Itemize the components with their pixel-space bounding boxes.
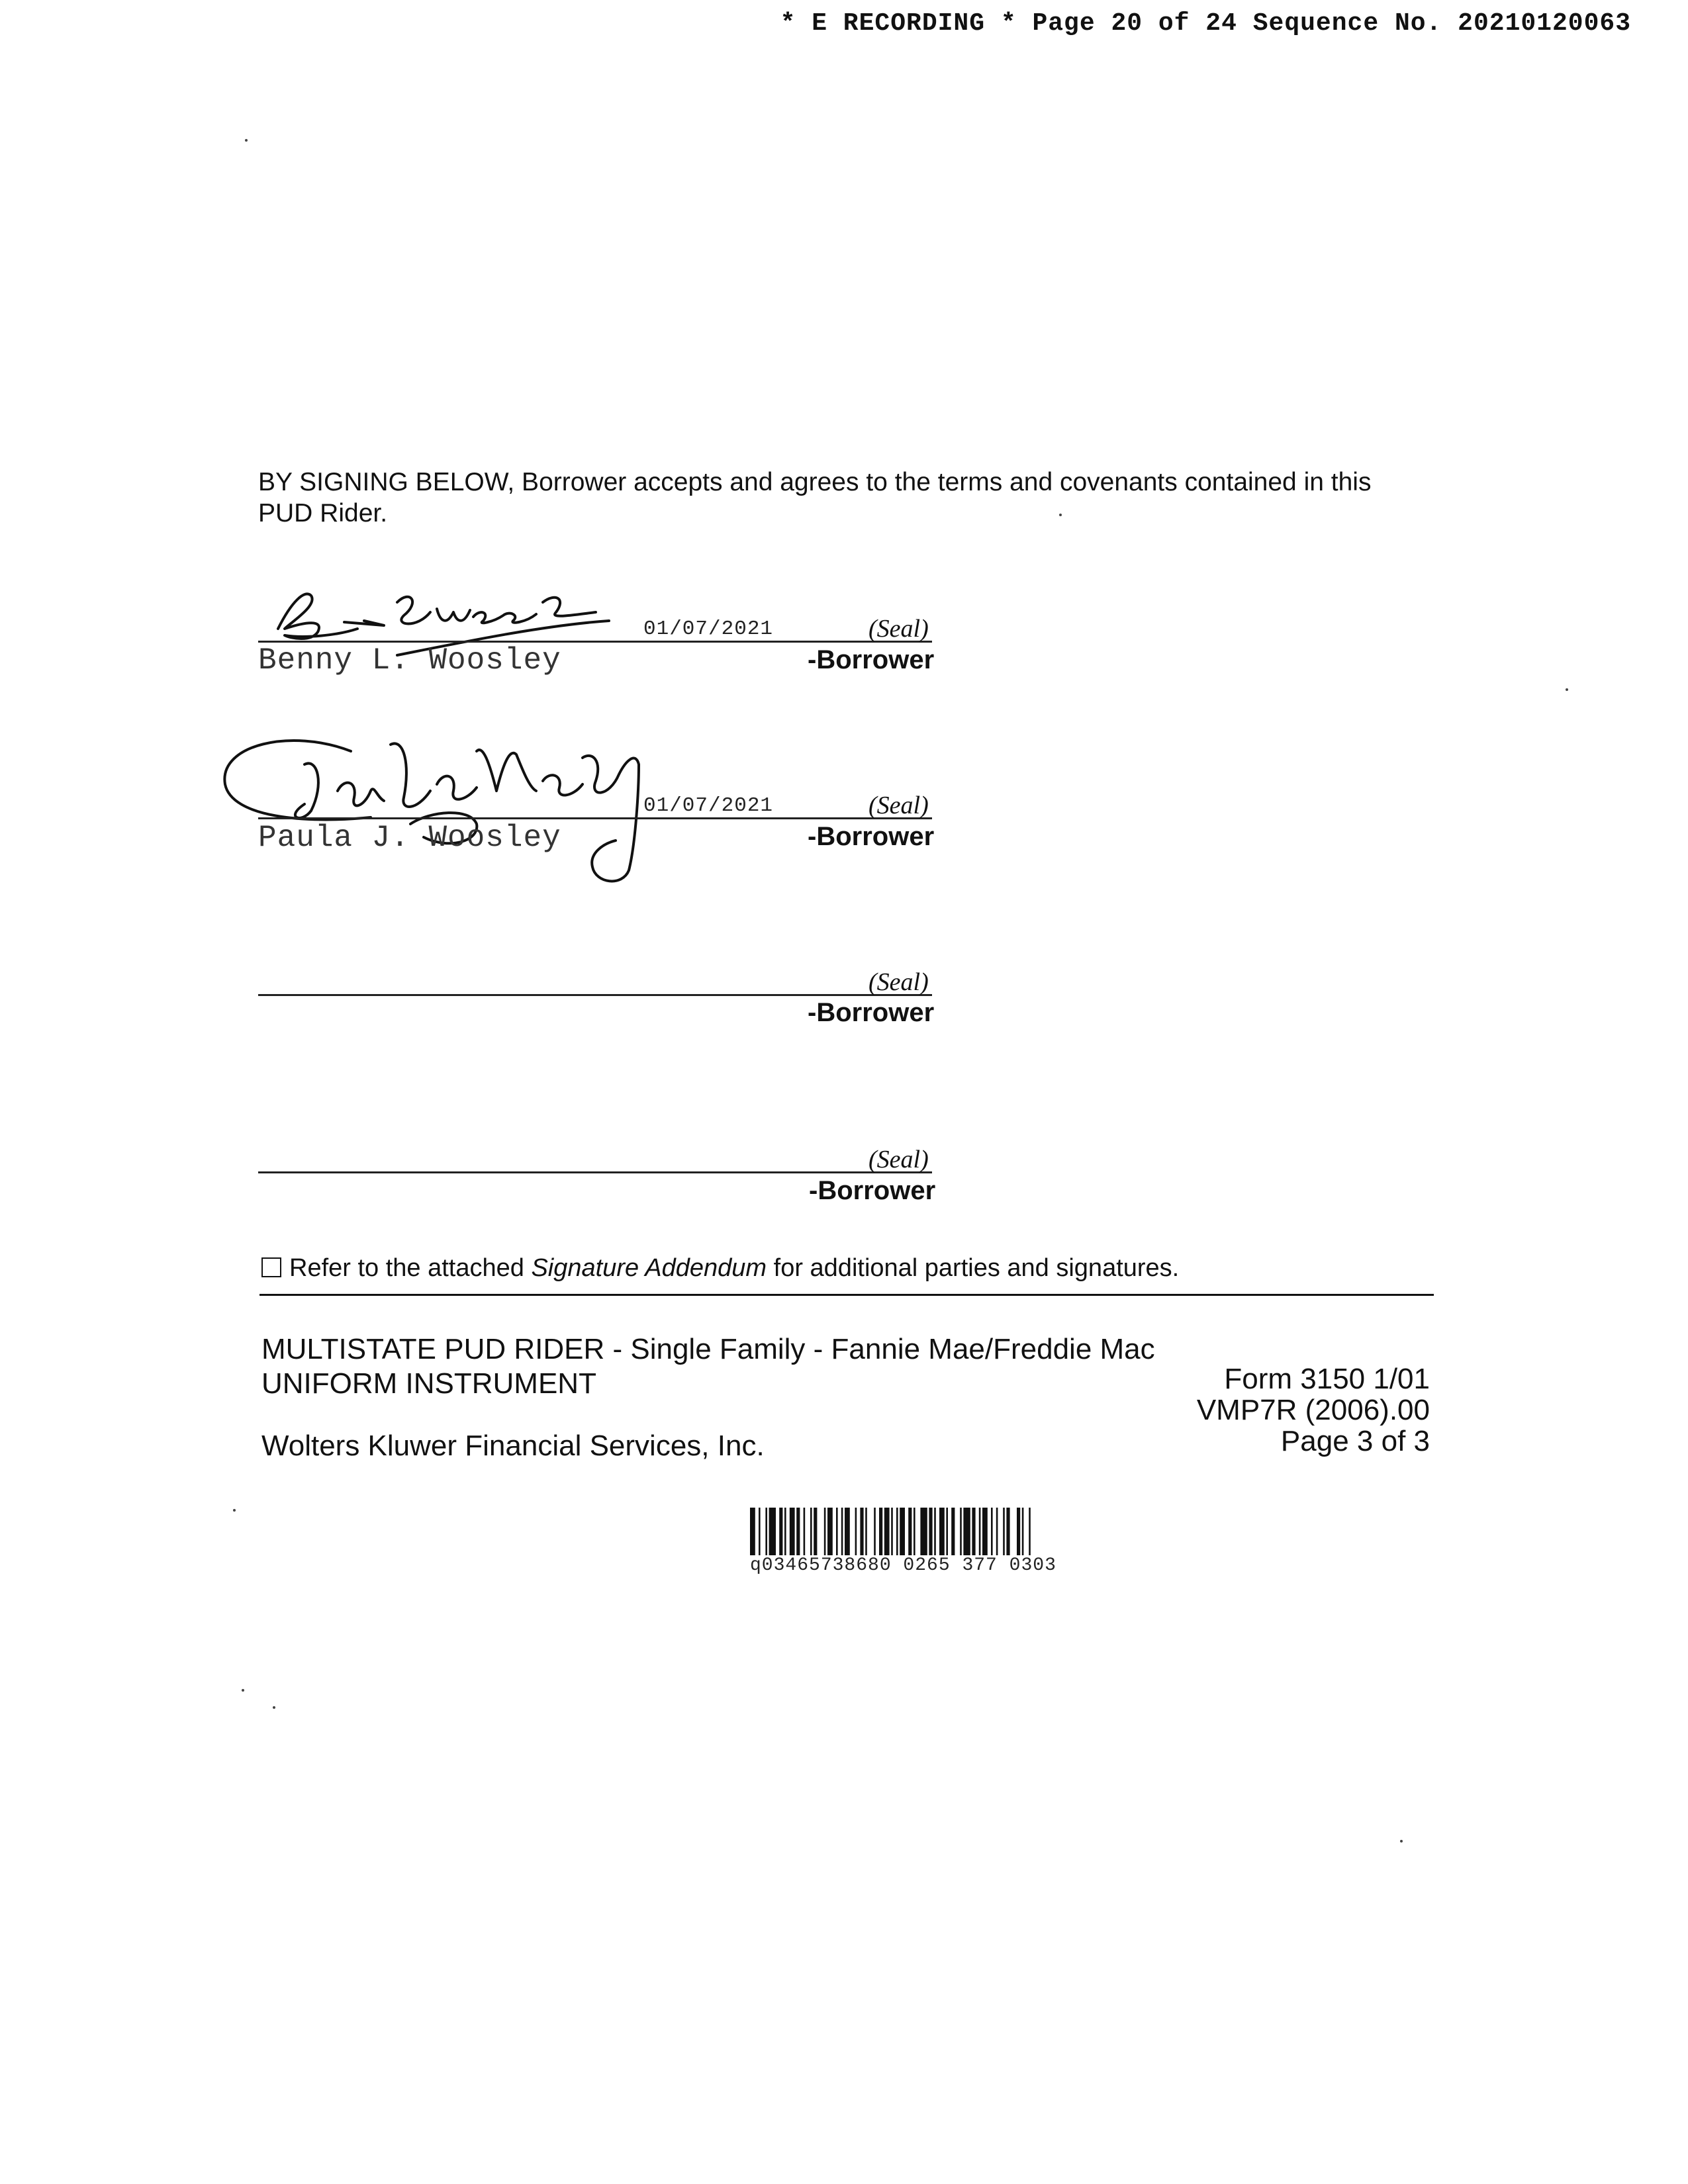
barcode-bar: [920, 1508, 927, 1555]
barcode-bar: [804, 1508, 806, 1555]
scan-speck: [1059, 514, 1062, 516]
signature-date-2: 01/07/2021: [643, 794, 774, 817]
signature-addendum-row: [261, 1254, 1179, 1283]
scan-speck: [1400, 1840, 1403, 1843]
barcode-bar: [982, 1508, 988, 1555]
barcode-bar: [790, 1508, 795, 1555]
barcode-bar: [939, 1508, 945, 1555]
barcode-bar: [979, 1508, 981, 1555]
barcode-number: q03465738680 0265 377 0303: [750, 1555, 1056, 1576]
signature-line-3: [258, 994, 932, 996]
addendum-prefix: Refer to the attached: [289, 1254, 532, 1282]
barcode-bar: [900, 1508, 905, 1555]
barcode-bar: [750, 1508, 755, 1555]
barcode-bar: [824, 1508, 826, 1555]
borrower-label-4: -Borrower: [809, 1176, 936, 1205]
barcode-bar: [946, 1508, 948, 1555]
barcode-bar: [879, 1508, 882, 1555]
seal-label-1: (Seal): [868, 615, 929, 643]
barcode-image: [750, 1508, 1208, 1555]
form-title: [261, 1332, 1155, 1401]
barcode-bar: [891, 1508, 893, 1555]
barcode-bar: [769, 1508, 776, 1555]
barcode-bar: [908, 1508, 912, 1555]
signature-line-4: [258, 1171, 932, 1173]
barcode-bar: [1029, 1508, 1031, 1555]
barcode-bar: [836, 1508, 838, 1555]
barcode-bar: [1017, 1508, 1020, 1555]
publisher-name: Wolters Kluwer Financial Services, Inc.: [261, 1430, 765, 1462]
signature-line-1: [258, 641, 932, 643]
form-number: Form 3150 1/01: [1224, 1363, 1430, 1395]
form-identifiers: [1197, 1363, 1430, 1457]
barcode-bar: [845, 1508, 850, 1555]
seal-label-4: (Seal): [868, 1146, 929, 1173]
barcode-bar: [865, 1508, 867, 1555]
barcode-bar: [996, 1508, 998, 1555]
signature-line-2: [258, 817, 932, 819]
barcode-bar: [960, 1508, 962, 1555]
barcode-bar: [963, 1508, 970, 1555]
intro-paragraph: BY SIGNING BELOW, Borrower accepts and agrees to the terms and covenants contained in this PUD Rider.: [258, 468, 1372, 527]
barcode-bar: [784, 1508, 786, 1555]
addendum-checkbox[interactable]: [261, 1257, 281, 1277]
barcode-bar: [884, 1508, 890, 1555]
barcode-bar: [810, 1508, 812, 1555]
barcode-bar: [1003, 1508, 1005, 1555]
barcode-bar: [951, 1508, 955, 1555]
scan-speck: [245, 139, 248, 142]
form-title-line-2: UNIFORM INSTRUMENT: [261, 1367, 596, 1400]
barcode-bar: [759, 1508, 761, 1555]
addendum-suffix: for additional parties and signatures.: [767, 1254, 1180, 1282]
barcode-bar: [929, 1508, 932, 1555]
barcode-bar: [972, 1508, 975, 1555]
barcode-bar: [896, 1508, 898, 1555]
borrower-name-2: Paula J. Woosley: [258, 821, 561, 855]
form-title-line-1: MULTISTATE PUD RIDER - Single Family - Fannie Mae/Freddie Mac: [261, 1333, 1155, 1365]
seal-label-3: (Seal): [868, 968, 929, 996]
barcode-bar: [796, 1508, 800, 1555]
borrower-label-1: -Borrower: [808, 645, 935, 674]
handwritten-signature-2: [212, 725, 649, 884]
recording-header: * E RECORDING * Page 20 of 24 Sequence No. 20210120063: [780, 9, 1631, 38]
barcode-bar: [860, 1508, 863, 1555]
barcode-bar: [1006, 1508, 1009, 1555]
scan-speck: [242, 1689, 244, 1692]
barcode-bar: [765, 1508, 767, 1555]
borrower-label-3: -Borrower: [808, 998, 935, 1027]
scan-speck: [1566, 688, 1568, 691]
barcode-bar: [934, 1508, 936, 1555]
barcode-bar: [991, 1508, 993, 1555]
footer-divider: [259, 1294, 1434, 1296]
barcode-bar: [855, 1508, 857, 1555]
barcode-bar: [914, 1508, 915, 1555]
page-number: Page 3 of 3: [1280, 1425, 1430, 1457]
barcode-bar: [779, 1508, 782, 1555]
addendum-emphasis: Signature Addendum: [531, 1254, 767, 1282]
barcode-bar: [841, 1508, 843, 1555]
barcode-bar: [814, 1508, 817, 1555]
barcode-bar: [1022, 1508, 1024, 1555]
barcode-bar: [874, 1508, 876, 1555]
scan-speck: [273, 1706, 275, 1709]
borrower-name-1: Benny L. Woosley: [258, 643, 561, 678]
seal-label-2: (Seal): [868, 792, 929, 819]
form-version: VMP7R (2006).00: [1196, 1394, 1430, 1426]
borrower-label-2: -Borrower: [808, 822, 935, 851]
signature-date-1: 01/07/2021: [643, 617, 774, 641]
barcode-bar: [827, 1508, 833, 1555]
scan-speck: [233, 1509, 236, 1512]
